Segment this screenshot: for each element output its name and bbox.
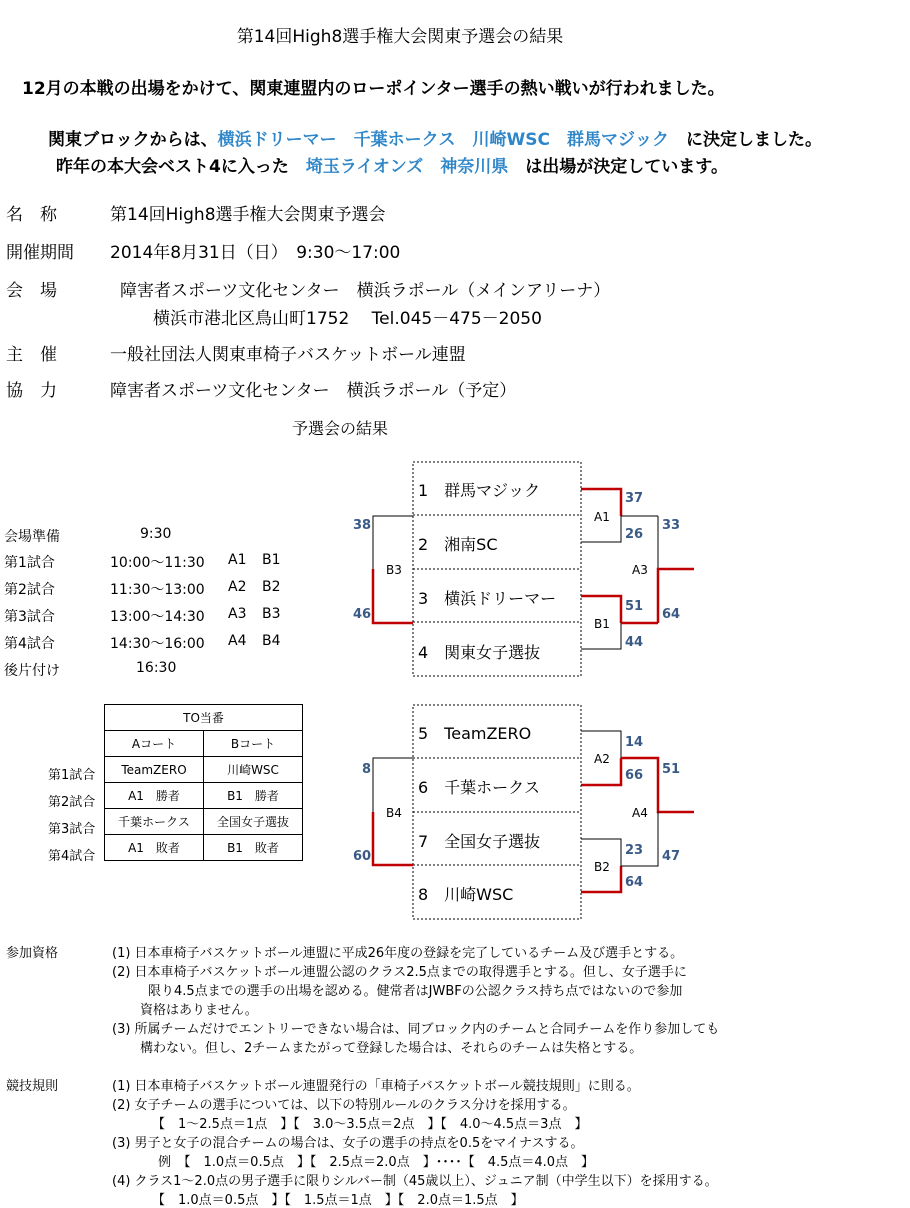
schedule-game-b: B1 — [262, 552, 281, 568]
b3-winner-line — [373, 569, 413, 623]
a4-winner-line — [621, 758, 694, 812]
to-row-label: 第2試合 — [48, 795, 96, 810]
bracket-team: 8 川崎WSC — [418, 885, 514, 904]
score-b2-bottom: 64 — [625, 875, 644, 890]
qualified-teams: 横浜ドリーマー 千葉ホークス 川崎WSC 群馬マジック — [217, 130, 669, 150]
schedule-label: 第3試合 — [4, 609, 55, 625]
schedule-game-b: B3 — [262, 606, 281, 622]
game-label-b3: B3 — [386, 563, 402, 577]
seeded-teams: 埼玉ライオンズ 神奈川県 — [305, 157, 509, 177]
bracket-team: 3 横浜ドリーマー — [418, 589, 557, 608]
info-venue-value: 障害者スポーツ文化センター 横浜ラポール（メインアリーナ） — [120, 281, 611, 301]
to-cell-a: A1 勝者 — [105, 783, 204, 809]
headline-2-suffix: に決定しました。 — [685, 130, 822, 150]
bracket-team: 2 湘南SC — [418, 535, 498, 554]
info-host-value: 一般社団法人関東車椅子バスケットボール連盟 — [110, 345, 466, 365]
eligibility-line: (1) 日本車椅子バスケットボール連盟に平成26年度の登録を完了しているチーム及び選手とする。 — [112, 946, 684, 961]
info-venue-label: 会 場 — [6, 281, 57, 301]
to-row-label: 第3試合 — [48, 822, 96, 837]
eligibility-line: (3) 所属チームだけでエントリーできない場合は、同ブロック内のチームと合同チームを作り参加しても — [112, 1022, 720, 1037]
eligibility-line: 資格はありません。 — [140, 1003, 258, 1018]
eligibility-line: 構わない。但し、2チームまたがって登録した場合は、それらのチームは失格とする。 — [140, 1041, 643, 1056]
results-heading: 予選会の結果 — [292, 419, 389, 438]
to-header-b: Bコート — [204, 731, 303, 757]
rules-line: (2) 女子チームの選手については、以下の特別ルールのクラス分けを採用する。 — [112, 1098, 576, 1113]
schedule-time: 9:30 — [140, 526, 172, 542]
to-cell-b: B1 勝者 — [204, 783, 303, 809]
eligibility-line: (2) 日本車椅子バスケットボール連盟公認のクラス2.5点までの取得選手とする。但し、女子選手に — [112, 965, 687, 980]
game-label-a2: A2 — [594, 752, 610, 766]
page-title: 第14回High8選手権大会関東予選会の結果 — [236, 27, 564, 47]
to-cell-a: TeamZERO — [105, 757, 204, 783]
score-a3-top: 33 — [662, 518, 681, 533]
to-row-label: 第4試合 — [48, 849, 96, 864]
score-b2-top: 23 — [625, 843, 644, 858]
schedule-time: 13:00～14:30 — [110, 609, 205, 625]
to-cell-b: 川崎WSC — [204, 757, 303, 783]
info-date-label: 開催期間 — [6, 243, 74, 263]
bracket-team: 6 千葉ホークス — [418, 778, 541, 797]
schedule-time: 16:30 — [136, 660, 177, 676]
schedule-label: 第1試合 — [4, 555, 55, 571]
eligibility-line: 限り4.5点までの選手の出場を認める。健常者はJWBFの公認クラス持ち点ではないので参加 — [148, 984, 683, 999]
score-b4-top: 8 — [362, 762, 372, 777]
bracket-team: 5 TeamZERO — [418, 724, 532, 743]
rules-line: 【 1.0点＝0.5点 】【 1.5点＝1点 】【 2.0点＝1.5点 】 — [152, 1193, 524, 1208]
score-a1-top: 37 — [625, 491, 644, 506]
to-cell-a: A1 敗者 — [105, 835, 204, 861]
bracket-team: 1 群馬マジック — [418, 481, 541, 500]
info-host-label: 主 催 — [6, 345, 57, 365]
schedule-game-b: B4 — [262, 633, 281, 649]
schedule-game-a: A1 — [228, 552, 247, 568]
schedule-label: 後片付け — [4, 663, 60, 679]
rules-label: 競技規則 — [6, 1079, 59, 1094]
game-label-a4: A4 — [632, 806, 648, 820]
info-support-value: 障害者スポーツ文化センター 横浜ラポール（予定） — [110, 381, 517, 401]
info-name-label: 名 称 — [6, 205, 57, 225]
info-name-value: 第14回High8選手権大会関東予選会 — [110, 205, 386, 225]
score-a2-top: 14 — [625, 735, 644, 750]
info-support-label: 協 力 — [6, 381, 57, 401]
game-label-b2: B2 — [594, 860, 610, 874]
to-header-a: Aコート — [105, 731, 204, 757]
to-cell-b: B1 敗者 — [204, 835, 303, 861]
score-b3-top: 38 — [353, 518, 372, 533]
schedule-game-a: A3 — [228, 606, 247, 622]
score-a1-bottom: 26 — [625, 527, 644, 542]
to-table-title: TO当番 — [105, 705, 303, 731]
b4-loser-line — [373, 758, 413, 812]
headline-1: 12月の本戦の出場をかけて、関東連盟内のローポインター選手の熱い戦いが行われました。 — [22, 79, 725, 99]
to-row-label: 第1試合 — [48, 768, 96, 783]
schedule-time: 14:30～16:00 — [110, 636, 205, 652]
game-label-b1: B1 — [594, 617, 610, 631]
bracket-team: 7 全国女子選抜 — [418, 832, 541, 851]
score-b4-bottom: 60 — [353, 849, 372, 864]
bracket-team: 4 関東女子選抜 — [418, 643, 541, 662]
to-cell-b: 全国女子選抜 — [204, 809, 303, 835]
b3-loser-line — [373, 516, 413, 569]
info-venue-address: 横浜市港北区鳥山町1752 Tel.045－475－2050 — [153, 309, 542, 329]
rules-line: 例 【 1.0点＝0.5点 】【 2.5点＝2.0点 】････【 4.5点＝4.0点 】 — [158, 1155, 595, 1170]
schedule-game-a: A4 — [228, 633, 247, 649]
headline-3-prefix: 昨年の本大会ベスト4に入った — [56, 157, 289, 177]
game-label-b4: B4 — [386, 806, 402, 820]
schedule-time: 11:30～13:00 — [110, 582, 205, 598]
schedule-label: 会場準備 — [4, 529, 60, 545]
score-b1-bottom: 44 — [625, 635, 644, 650]
score-a4-top: 51 — [662, 762, 681, 777]
score-b1-top: 51 — [625, 599, 644, 614]
headline-3-suffix: は出場が決定しています。 — [525, 157, 728, 177]
rules-line: (3) 男子と女子の混合チームの場合は、女子の選手の持点を0.5をマイナスする。 — [112, 1136, 584, 1151]
schedule-game-b: B2 — [262, 579, 281, 595]
score-a4-bottom: 47 — [662, 849, 681, 864]
game-label-a3: A3 — [632, 563, 648, 577]
schedule-game-a: A2 — [228, 579, 247, 595]
headline-2-prefix: 関東ブロックからは、 — [48, 130, 218, 150]
score-b3-bottom: 46 — [353, 607, 372, 622]
to-cell-a: 千葉ホークス — [105, 809, 204, 835]
rules-line: (1) 日本車椅子バスケットボール連盟発行の「車椅子バスケットボール競技規則」に則る。 — [112, 1079, 640, 1094]
game-label-a1: A1 — [594, 510, 610, 524]
score-a2-bottom: 66 — [625, 768, 644, 783]
schedule-time: 10:00～11:30 — [110, 555, 205, 571]
info-date-value: 2014年8月31日（日） 9:30～17:00 — [110, 243, 401, 263]
schedule-label: 第4試合 — [4, 636, 55, 652]
schedule-label: 第2試合 — [4, 582, 55, 598]
rules-line: 【 1～2.5点＝1点 】【 3.0～3.5点＝2点 】【 4.0～4.5点＝3点 】 — [152, 1117, 588, 1132]
eligibility-label: 参加資格 — [6, 946, 59, 961]
score-a3-bottom: 64 — [662, 607, 681, 622]
rules-line: (4) クラス1～2.0点の男子選手に限りシルバー制（45歳以上）、ジュニア制（中学生以下）を採用する。 — [112, 1174, 718, 1189]
